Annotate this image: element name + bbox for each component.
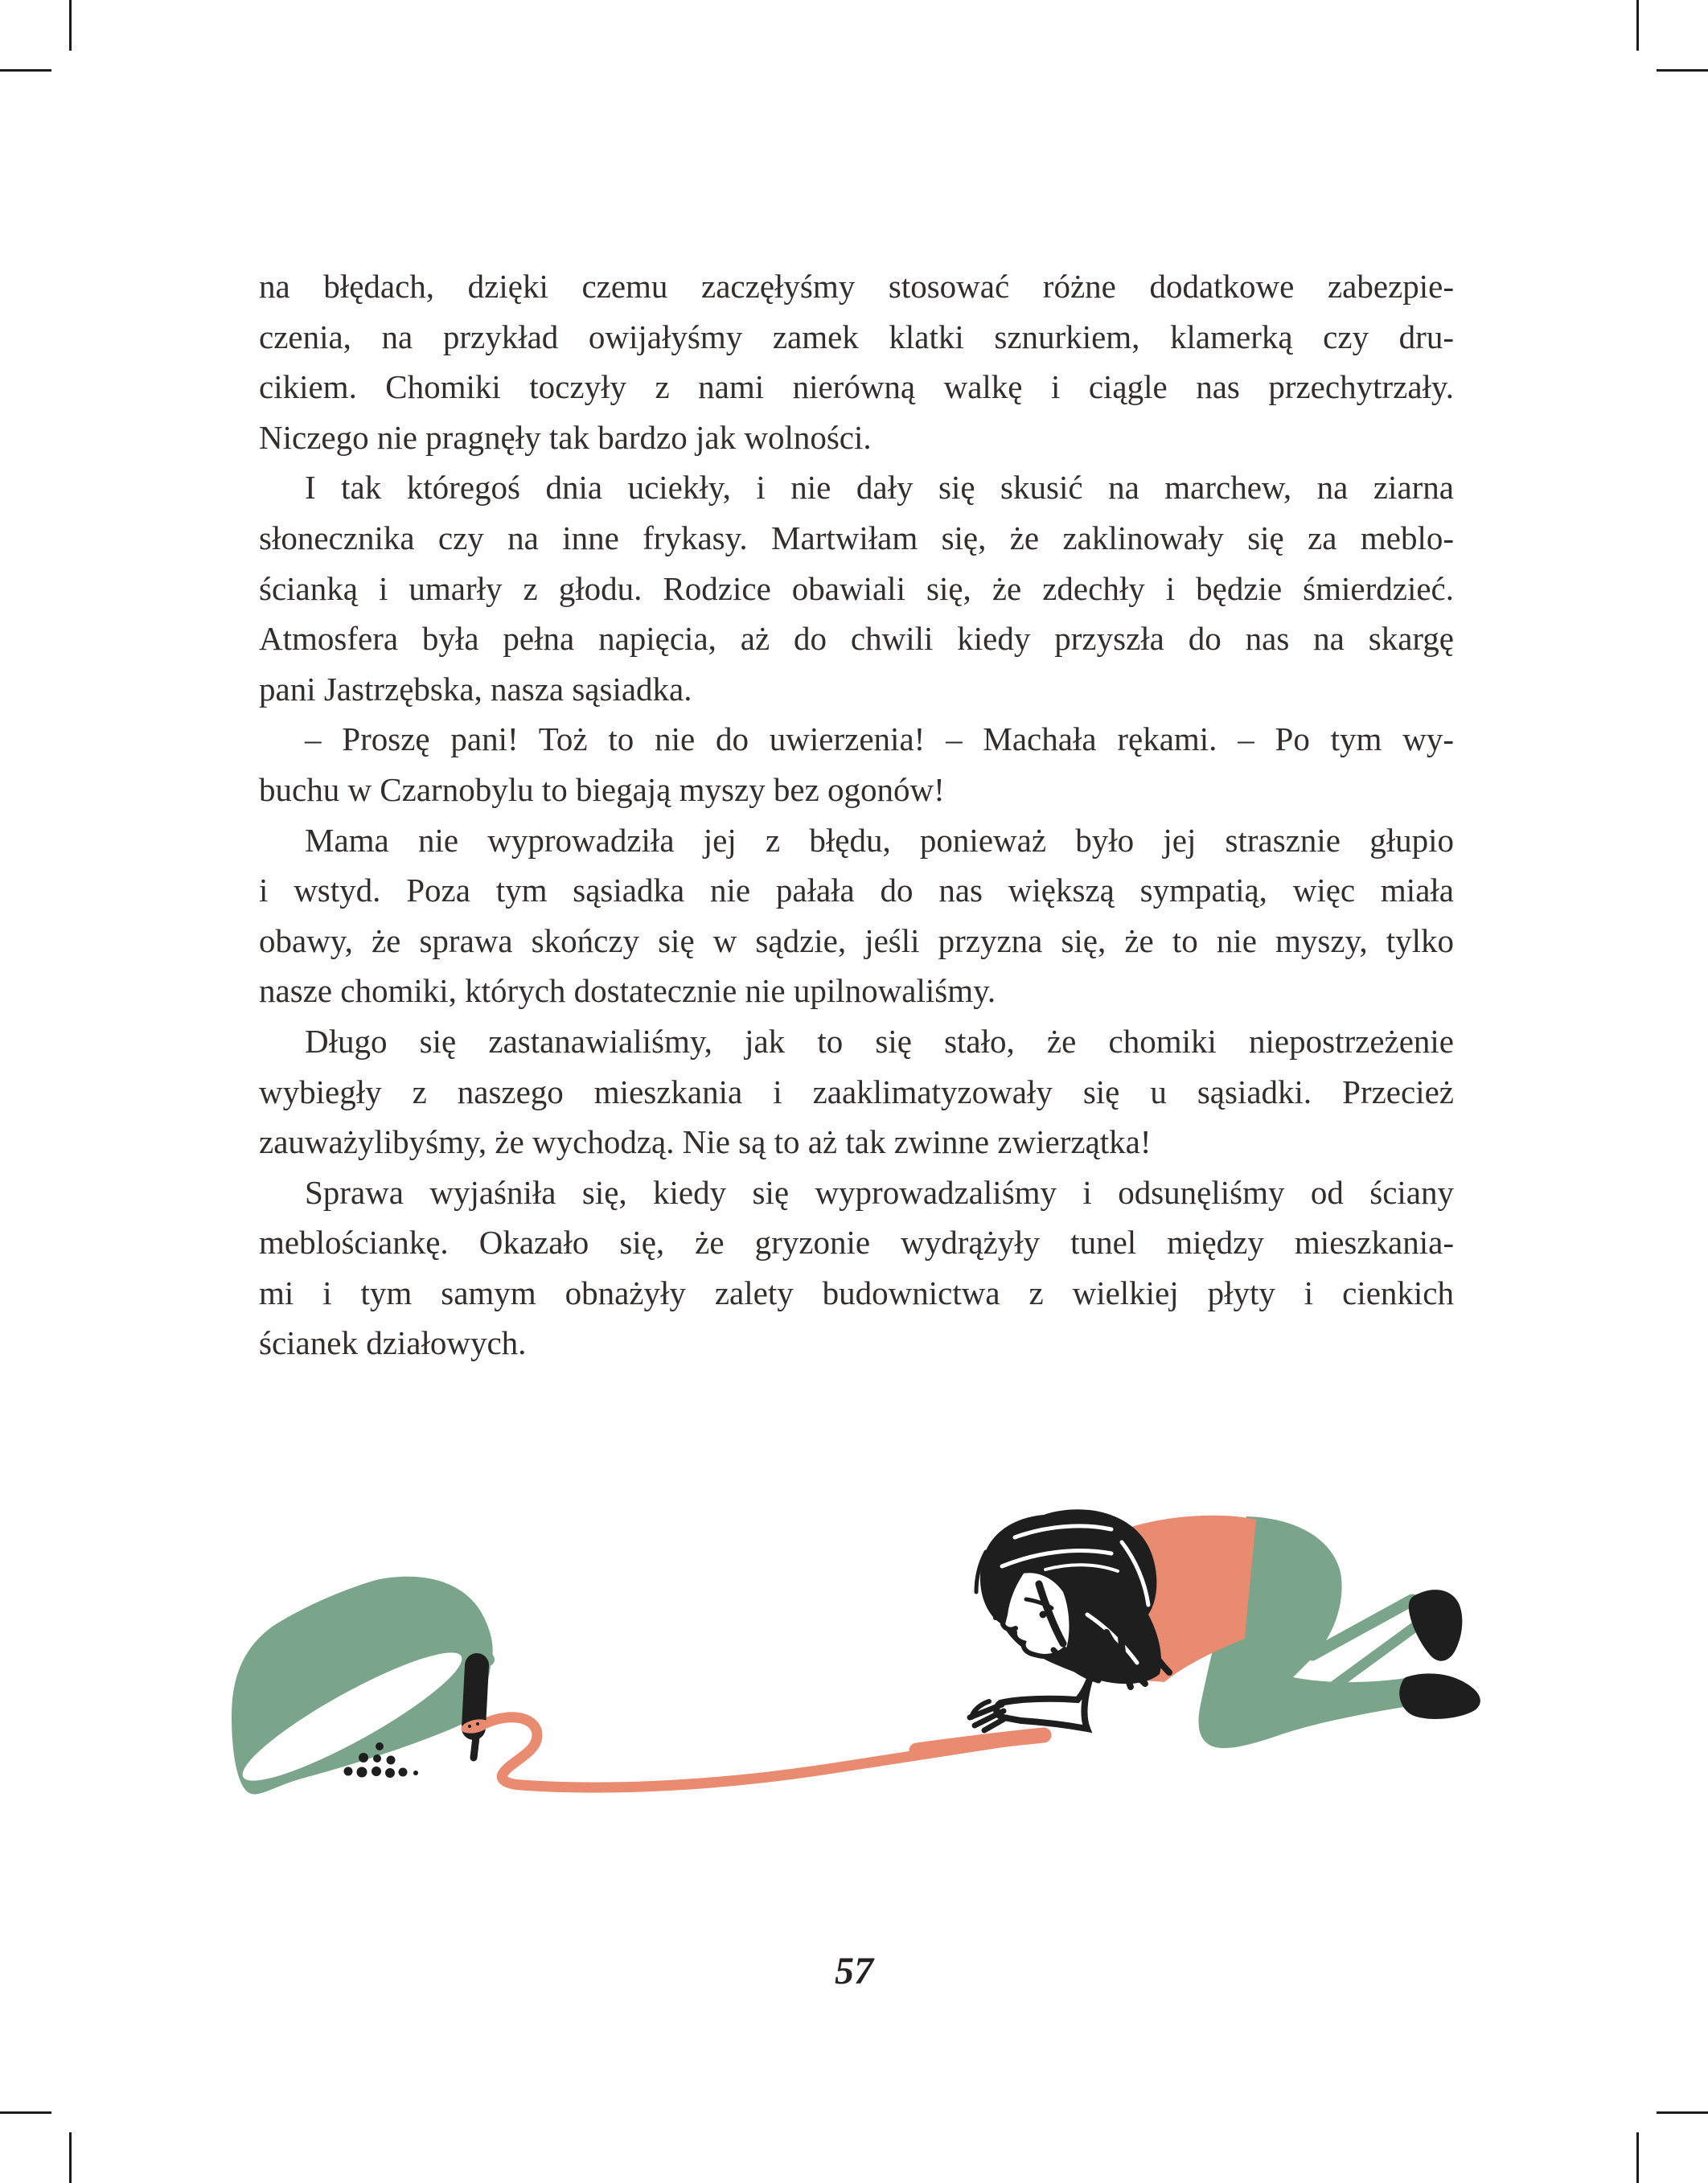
text-line: wybiegły z naszego mieszkania i zaaklimatyzowały się u sąsiadki. Przecież bbox=[259, 1073, 1454, 1110]
text-line: – Proszę pani! Toż to nie do uwierzenia! – Machała rękami. – Po tym wy- bbox=[305, 720, 1454, 758]
text-line: mi i tym samym obnażyły zalety budownictwa z wielkiej płyty i cienkich bbox=[259, 1274, 1454, 1311]
text-line: i wstyd. Poza tym sąsiadka nie pałała do nas większą sympatią, więc miała bbox=[259, 872, 1454, 909]
text-line: nasze chomiki, których dostatecznie nie upilnowaliśmy. bbox=[259, 972, 996, 1010]
bowl bbox=[232, 1577, 493, 1799]
text-line: obawy, że sprawa skończy się w sądzie, jeśli przyzna się, że to nie myszy, tylko bbox=[259, 921, 1454, 959]
arm bbox=[996, 1677, 1090, 1729]
text-line: pani Jastrzębska, nasza sąsiadka. bbox=[259, 670, 692, 708]
text-line: Sprawa wyjaśniła się, kiedy się wyprowadzaliśmy i odsunęliśmy od ściany bbox=[305, 1173, 1454, 1211]
text-line: na błędach, dzięki czemu zaczęłyśmy stosować różne dodatkowe zabezpie- bbox=[259, 268, 1454, 305]
mouse-tail bbox=[486, 1717, 1044, 1787]
text-line: cikiem. Chomiki toczyły z nami nierówną walkę i ciągle nas przechytrzały. bbox=[259, 368, 1454, 406]
text-line: słonecznika czy na inne frykasy. Martwiłam się, że zaklinowały się za meblo- bbox=[259, 519, 1454, 556]
text-line: ścianką i umarły z głodu. Rodzice obawiali się, że zdechły i będzie śmierdzieć. bbox=[259, 569, 1454, 607]
text-line: buchu w Czarnobylu to biegają myszy bez ogonów! bbox=[259, 770, 945, 808]
text-line: czenia, na przykład owijałyśmy zamek klatki sznurkiem, klamerką czy dru- bbox=[259, 318, 1454, 355]
text-line: Długo się zastanawialiśmy, jak to się stało, że chomiki niepostrzeżenie bbox=[305, 1022, 1454, 1060]
text-line: zauważylibyśmy, że wychodzą. Nie są to aż tak zwinne zwierzątka! bbox=[259, 1123, 1152, 1161]
text-line: I tak któregoś dnia uciekły, i nie dały się skusić na marchew, na ziarna bbox=[305, 469, 1454, 507]
page-number: 57 bbox=[835, 1950, 873, 1992]
floor-shoe bbox=[1399, 1673, 1480, 1719]
text-line: meblościankę. Okazało się, że gryzonie wydrążyły tunel między mieszkania- bbox=[259, 1224, 1454, 1262]
raised-shoe bbox=[1409, 1590, 1463, 1661]
text-line: ścianek działowych. bbox=[259, 1324, 527, 1362]
text-line: Niczego nie pragnęły tak bardzo jak wolności. bbox=[259, 418, 872, 456]
text-line: Mama nie wyprowadziła jej z błędu, ponieważ było jej strasznie głupio bbox=[305, 821, 1454, 859]
crawling-child bbox=[970, 1509, 1480, 1748]
text-line: Atmosfera była pełna napięcia, aż do chwili kiedy przyszła do nas na skargę bbox=[259, 620, 1454, 658]
